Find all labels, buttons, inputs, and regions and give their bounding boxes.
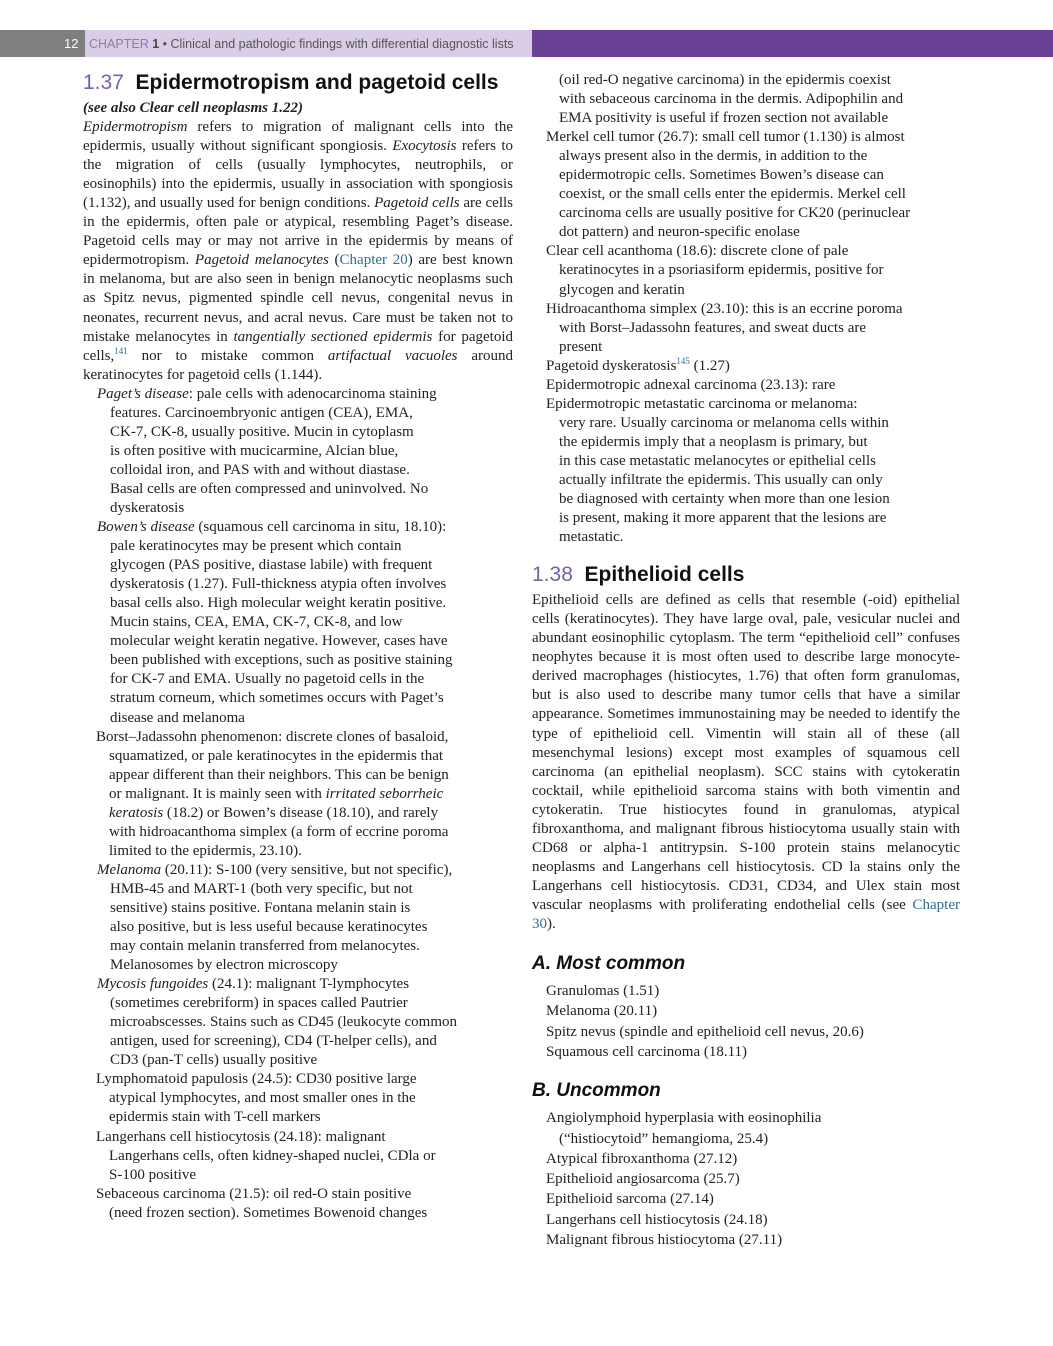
body-text: nor to mistake common [127,347,328,364]
section-heading-1-38 [532,562,960,588]
term: Paget’s disease [97,385,189,402]
item-text: Langerhans cells, often kidney-shaped nuclei, CDla or [109,1147,436,1164]
item-text: molecular weight keratin negative. However, cases have [110,633,448,650]
item-text: Mucin stains, CEA, EMA, CK-7, CK-8, and low [110,614,403,631]
item-text: (“histiocytoid” hemangioma, 25.4) [559,1130,769,1147]
item-text: pale keratinocytes may be present which contain [110,538,402,555]
running-title [85,37,514,51]
item-text: disease and melanoma [110,709,245,726]
italic-term: tangentially sectioned epidermis [233,328,433,345]
list-item-borst-jadassohn [83,728,513,861]
reference-145[interactable]: 145 [676,355,690,366]
item-text: (24.1): malignant T-lymphocytes [208,976,410,993]
body-text: ) are best known in melanoma, but are also seen in benign melanocytic neoplasms such as Spitz nevus, pigmented spindle cell nevus, congenital nevus in neonates, recurrent nevus, and acral nevus. Care must be taken not to mistake melanocytes in [83,252,514,345]
item-text: Melanosomes by electron microscopy [110,957,338,974]
left-column [83,70,513,1223]
body-text: ( [328,252,340,269]
list-item-hidroacanthoma-simplex [532,300,960,357]
item-text: with hidroacanthoma simplex (a form of eccrine poroma [109,823,449,840]
item-text: (squamous cell carcinoma in situ, 18.10): [194,519,447,536]
item-text: the epidermis imply that a neoplasm is primary, but [559,433,868,450]
intro-paragraph [83,118,513,385]
item-text: dot pattern) and neuron-specific enolase [559,224,800,241]
italic-term: artifactual vacuoles [327,347,458,364]
italic-term: Epidermotropism [83,119,188,136]
item-text: been published with exceptions, such as positive staining [110,652,453,669]
list-item-mycosis-fungoides [83,975,513,1070]
item-text: Borst–Jadassohn phenomenon: discrete clones of basaloid, [96,728,449,745]
term: Bowen’s disease [97,519,195,536]
item-text: Pagetoid dyskeratosis [546,357,677,374]
list-item-pagets-disease [83,385,513,518]
item-text: in this case metastatic melanocytes or epithelial cells [559,452,876,469]
item-text: with Borst–Jadassohn features, and sweat ducts are [559,319,867,336]
list-item: Malignant fibrous histiocytoma (27.11) [546,1231,783,1248]
italic-term: Pagetoid melanocytes [194,252,329,269]
body-text: around keratinocytes for pagetoid cells (1.144). [83,347,514,383]
item-text: with sebaceous carcinoma in the dermis. Adipophilin and [559,91,904,108]
item-text: features. Carcinoembryonic antigen (CEA), EMA, [110,404,413,421]
body-text: Epithelioid cells are defined as cells that resemble (-oid) epithelial cells (keratinocytes). They have large oval, pale, vesicular nuclei and abundant eosinophilic cytoplasm. The term “epithelioid cell” confuses neophytes because it is most often used to describe large monocyte-derived macrophages (histiocytes, 1.76) that often form granulomas, but is also used to describe many tumor cells that have a similar appearance. Sometimes immunostaining may be needed to identify the type of epithelioid cell. Vimentin will stain all of these (all mesenchymal lesions) except most examples of squamous cell carcinoma (an epithelial neoplasm). SCC stains with cytokeratin cocktail, while epithelioid sarcoma stains with both vimentin and cytokeratin. True histiocytes found in granulomas, atypical fibroxanthoma, and malignant fibrous histiocytoma usually stain with CD68 or alpha-1 antitrypsin. S-100 protein stains melanocytic neoplasms and Langerhans cell histiocytosis. CD la stains only the Langerhans cell histiocytosis. CD31, CD34, and Ulex stain most vascular neoplasms with proliferating endothelial cells (see [532,592,960,913]
item-text: keratinocytes in a psoriasiform epidermis, positive for [559,262,884,279]
item-text: (20.11): S-100 (very sensitive, but not specific), [161,861,453,878]
item-text: epidermotropic cells. Sometimes Bowen’s disease can [559,167,884,184]
item-text: EMA positivity is useful if frozen section not available [559,110,889,127]
item-text: is present, making it more apparent that the lesions are [559,510,887,527]
item-text: Clear cell acanthoma (18.6): discrete clone of pale [546,243,849,260]
italic-term: Exocytosis [392,138,457,155]
chapter-label: CHAPTER [89,36,149,51]
item-text: : pale cells with adenocarcinoma staining [188,385,437,402]
header-accent-bar [532,30,1053,57]
list-item: Melanoma (20.11) [546,1003,658,1020]
list-item-merkel-cell-tumor [532,128,960,242]
item-text: metastatic. [559,529,624,546]
chapter-number: 1 [152,36,160,51]
item-text: glycogen (PAS positive, diastase labile) with frequent [110,557,433,574]
item-text: or malignant. It is mainly seen with [109,785,326,802]
item-text: Merkel cell tumor (26.7): small cell tumor (1.130) is almost [546,129,905,146]
item-text: (18.2) or Bowen’s disease (18.10), and rarely [163,804,439,821]
item-text: (oil red-O negative carcinoma) in the epidermis coexist [559,72,891,88]
list-item-langerhans-cell-histiocytosis [83,1128,513,1185]
list-item [546,1108,960,1149]
item-text: squamatized, or pale keratinocytes in the epidermis that [109,747,444,764]
list-item-sebaceous-carcinoma-cont [532,71,960,128]
item-text: dyskeratosis [110,499,185,516]
item-text: basal cells also. High molecular weight keratin positive. [110,595,447,612]
chapter-30-link[interactable]: Chapter 30 [532,896,960,932]
item-text: microabscesses. Stains such as CD45 (leukocyte common [110,1014,458,1031]
item-text: actually infiltrate the epidermis. This usually can only [559,471,883,488]
subheading-uncommon: B. Uncommon [532,1080,661,1102]
item-text: sensitive) stains positive. Fontana melanin stain is [110,899,411,916]
item-text: CK-7, CK-8, usually positive. Mucin in cytoplasm [110,423,414,440]
italic-term: keratosis [109,804,164,821]
list-item-clear-cell-acanthoma [532,242,960,299]
item-text: Epidermotropic metastatic carcinoma or melanoma: [546,395,858,412]
section-title: Epidermotropism and pagetoid cells [135,71,499,94]
body-text: refers to migration of malignant cells into the epidermis, usually without significant spongiosis. [83,119,513,155]
right-column [532,71,960,1250]
item-text: S-100 positive [109,1166,197,1183]
most-common-list [532,981,960,1062]
list-item: Spitz nevus (spindle and epithelioid cell nevus, 20.6) [546,1023,864,1040]
item-text: (sometimes cerebriform) in spaces called Pautrier [110,995,408,1012]
list-item-bowens-disease [83,518,513,728]
item-text: for CK-7 and EMA. Usually no pagetoid cells in the [110,671,425,688]
body-text: refers to the migration of cells (usually lymphocytes, neutrophils, or eosinophils) into the epidermis, usually in association with spongiosis (1.132), and usually used for benign conditions. [83,138,514,212]
running-header [0,30,1053,57]
list-item: Epithelioid sarcoma (27.14) [546,1191,714,1208]
item-text: colloidal iron, and PAS with and without diastase. [110,461,410,478]
list-item-pagetoid-dyskeratosis [532,357,960,376]
item-text: stratum corneum, which sometimes occurs with Paget’s [110,690,444,707]
chapter-title: Clinical and pathologic findings with differential diagnostic lists [170,36,514,51]
section-heading-1-37 [83,70,513,96]
term: Melanoma [97,861,162,878]
item-text: coexist, or the small cells enter the epidermis. Merkel cell [559,186,906,203]
item-text: Hidroacanthoma simplex (23.10): this is an eccrine poroma [546,300,903,317]
list-item-sebaceous-carcinoma [83,1185,513,1223]
item-text: CD3 (pan-T cells) usually positive [110,1052,318,1069]
item-text: epidermis stain with T-cell markers [109,1109,321,1126]
item-text: always present also in the dermis, in addition to the [559,148,868,165]
subheading-most-common: A. Most common [532,953,686,975]
header-separator: • [162,36,168,51]
page-number: 12 [0,30,85,57]
item-text: present [559,338,603,355]
term: Mycosis fungoides [97,976,209,993]
header-band [0,30,532,57]
item-text: very rare. Usually carcinoma or melanoma cells within [559,414,889,431]
item-text: atypical lymphocytes, and most smaller ones in the [109,1090,416,1107]
uncommon-list [532,1108,960,1250]
reference-141[interactable]: 141 [114,345,128,356]
see-also-note: (see also Clear cell neoplasms 1.22) [83,100,303,116]
item-text: also positive, but is less useful because keratinocytes [110,919,428,936]
item-text: Basal cells are often compressed and uninvolved. No [110,480,429,497]
body-text: for pagetoid cells, [83,328,514,364]
item-text: antigen, used for screening), CD4 (T-helper cells), and [110,1033,437,1050]
item-text: Angiolymphoid hyperplasia with eosinophilia [546,1110,822,1127]
list-item: Granulomas (1.51) [546,983,660,1000]
chapter-20-link[interactable]: Chapter 20 [339,252,408,269]
body-text: are cells in the epidermis, often pale or atypical, resembling Paget’s disease. Pagetoid cells may or may not arrive in the epidermis by means of epidermotropism. [83,195,513,269]
italic-term: Pagetoid cells [374,195,460,212]
list-item-adnexal-carcinoma: Epidermotropic adnexal carcinoma (23.13): rare [546,376,836,393]
item-text: (need frozen section). Sometimes Bowenoid changes [109,1204,428,1221]
list-item-metastatic [532,395,960,547]
list-item: Langerhans cell histiocytosis (24.18) [546,1211,768,1228]
item-text: Lymphomatoid papulosis (24.5): CD30 positive large [96,1071,417,1088]
body-text: ). [547,915,556,932]
item-text: Sebaceous carcinoma (21.5): oil red-O stain positive [96,1185,412,1202]
item-text: glycogen and keratin [559,281,685,298]
list-item: Epithelioid angiosarcoma (25.7) [546,1171,740,1188]
item-text: is often positive with mucicarmine, Alcian blue, [110,442,399,459]
item-text: appear different than their neighbors. This can be benign [109,766,449,783]
section-number: 1.37 [83,71,124,94]
list-item-lymphomatoid-papulosis [83,1070,513,1127]
item-text: be diagnosed with certainty when more than one lesion [559,491,890,508]
section-number: 1.38 [532,563,573,587]
item-text: HMB-45 and MART-1 (both very specific, but not [110,880,413,897]
item-text: carcinoma cells are usually positive for CK20 (perinuclear [559,205,911,222]
item-text: dyskeratosis (1.27). Full-thickness atypia often involves [110,576,447,593]
item-text: Langerhans cell histiocytosis (24.18): malignant [96,1128,386,1145]
epithelioid-paragraph [532,591,960,934]
italic-term: irritated seborrheic [325,785,444,802]
list-item: Squamous cell carcinoma (18.11) [546,1043,748,1060]
item-text: may contain melanin transferred from melanocytes. [110,938,420,955]
item-text: (1.27) [689,357,730,374]
list-item: Atypical fibroxanthoma (27.12) [546,1150,738,1167]
section-title: Epithelioid cells [584,563,745,587]
item-text: limited to the epidermis, 23.10). [109,842,302,859]
list-item-melanoma [83,861,513,975]
